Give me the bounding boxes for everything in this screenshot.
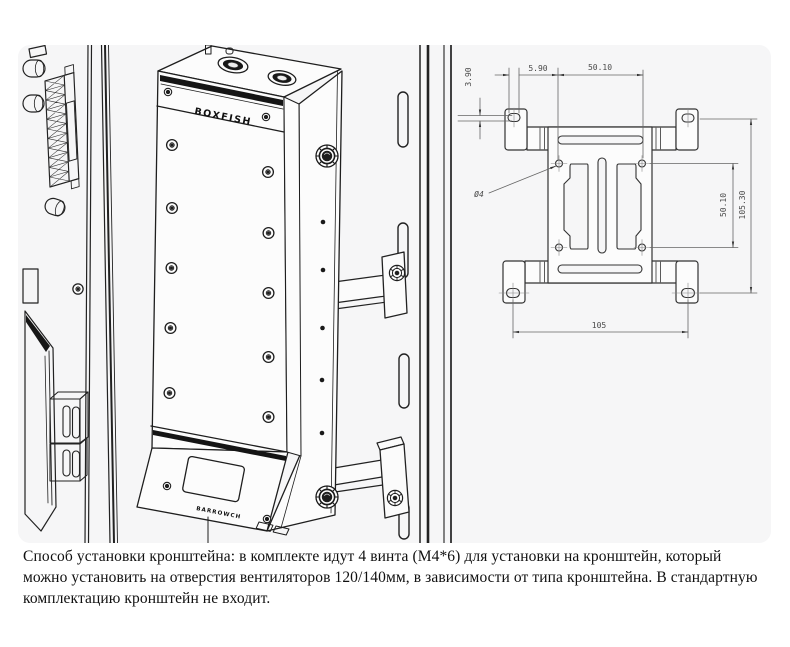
bracket-arm-middle: [334, 252, 407, 318]
thumbscrew: [387, 490, 402, 505]
caption-line: можно установить на отверстия вентиляторов 120/140мм, в зависимости от типа кронштейна. В стандартную: [23, 569, 758, 586]
slot-top: [558, 136, 643, 144]
capacitor-3: [43, 196, 67, 217]
pcie-slot: [23, 269, 38, 303]
device-corner-bevel: [284, 97, 301, 456]
rail-slot: [399, 354, 409, 408]
capacitor-1: [23, 60, 45, 77]
dim-corner-offset: 3.90: [464, 67, 473, 87]
brand-logo-bottom: BARROWCH: [195, 506, 242, 521]
case-illustration: [23, 45, 451, 543]
slot-center: [598, 158, 606, 253]
band-screw: [262, 113, 269, 120]
dim-top-offset: 5.90: [528, 64, 548, 73]
standoff-screw: [73, 284, 83, 294]
atx-connector: [45, 65, 80, 195]
dim-top-span: 50.10: [587, 63, 613, 72]
small-component: [29, 46, 47, 58]
foot: [273, 526, 289, 535]
dim-bottom-span: 105: [591, 321, 607, 330]
dim-outer-span: 105.30: [738, 190, 747, 220]
motherboard-components: [23, 46, 88, 532]
dim-inner-span: 50.10: [719, 192, 728, 218]
left-case-rail: [85, 45, 118, 543]
dim-hole-diameter: Ø4: [474, 190, 484, 199]
side-port-bottom: [316, 486, 338, 508]
reservoir-device: [137, 45, 342, 543]
slot-bottom: [558, 265, 642, 273]
technical-diagram: [18, 45, 771, 543]
band-screw: [164, 88, 171, 95]
caption-line: комплектацию кронштейн не входит.: [23, 590, 271, 607]
caption: [23, 546, 778, 609]
cap-screw: [163, 482, 170, 489]
illustration-panel: [18, 45, 771, 543]
brand-logo-top: BOXFISH: [193, 106, 253, 129]
caption-line: Способ установки кронштейна: в комплекте идут 4 винта (М4*6) для установки на кронштейн, который: [23, 548, 722, 565]
side-port-top: [316, 145, 338, 167]
cap-screw: [263, 515, 270, 522]
capacitor-2: [23, 95, 44, 112]
bracket-drawing: [458, 63, 757, 338]
thumbscrew: [389, 265, 404, 280]
expansion-card: [25, 311, 56, 531]
rail-slot: [398, 92, 408, 147]
bracket-arm-lower: [334, 437, 409, 518]
